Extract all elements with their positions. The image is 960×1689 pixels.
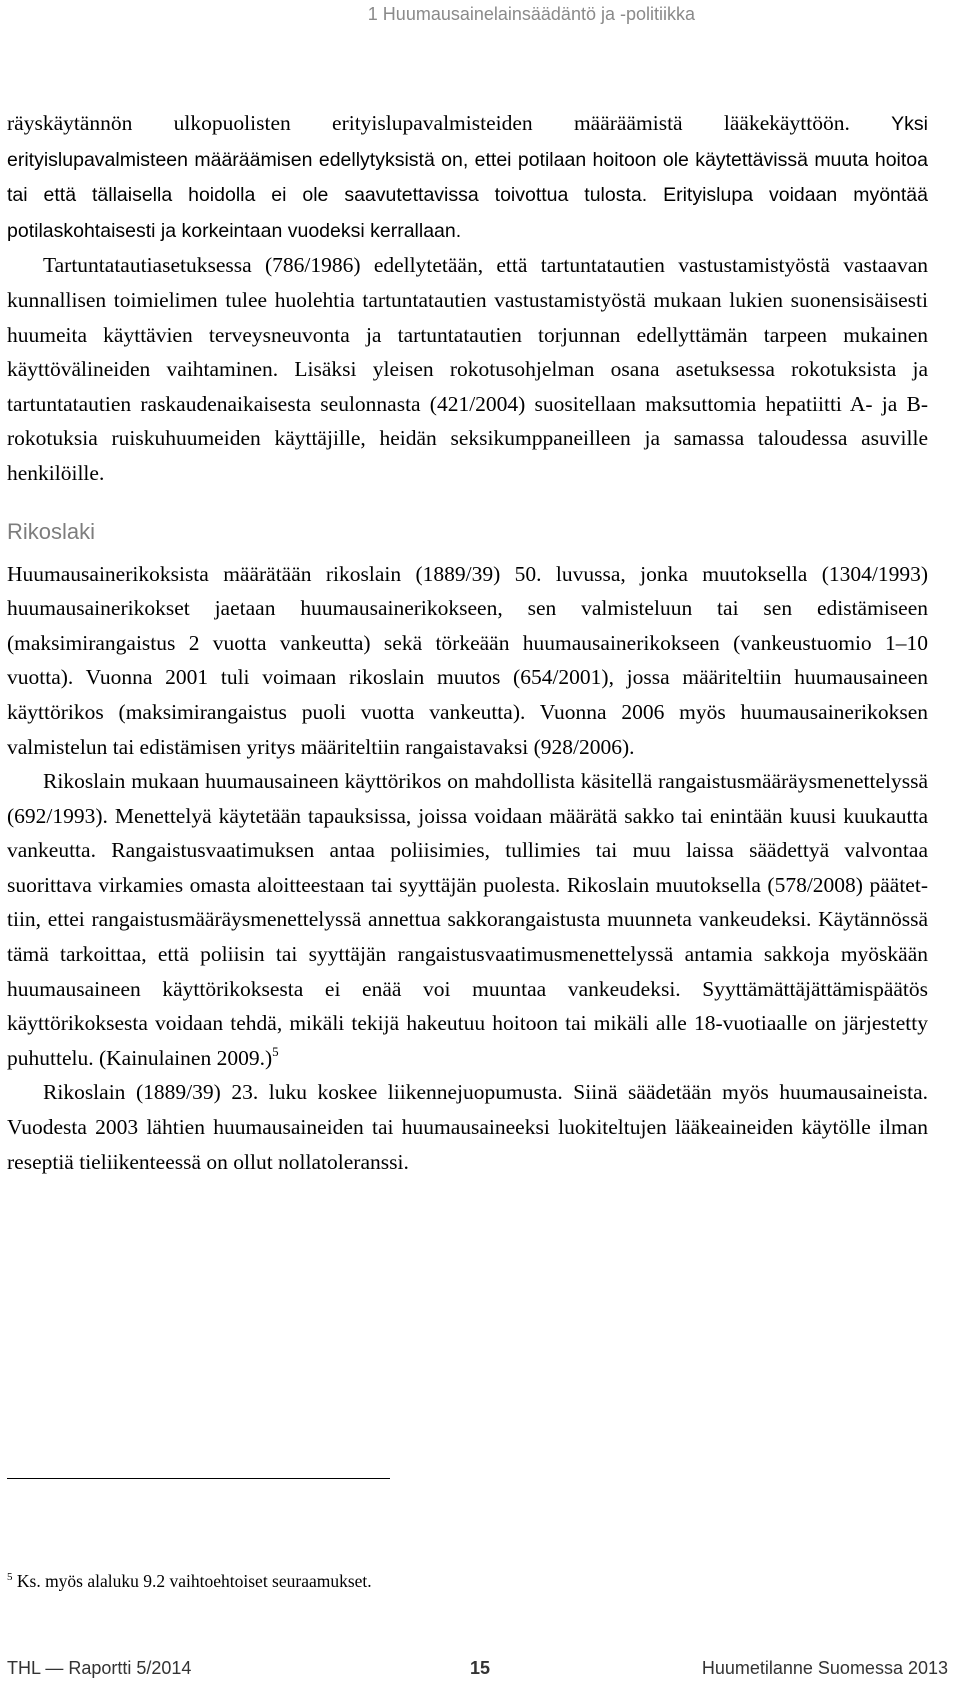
body-text xyxy=(7,106,928,1179)
footnote-reference[interactable]: 5 xyxy=(272,1043,279,1059)
footnote-text: Ks. myös alaluku 9.2 vaihtoehtoiset seuraamukset. xyxy=(12,1571,372,1591)
paragraph-4-text: Rikoslain mukaan huumausaineen käyttörikos on mahdollista käsitellä rangaistusmääräysmenettelyssä (692/1993). Menettelyä käytetään tapauksissa, joissa voidaan määrätä sakko tai enintään kuusi kuukautta vankeutta. Rangaistusvaatimuksen antaa poliisimies, tullimies tai muu laissa säädettyä valvontaa suorittava virkamies omasta aloitteestaan tai syyttäjän puolesta. Rikoslain muutoksella (578/2008) päätettiin, ettei rangaistusmääräysmenettelyssä annettua sakkorangaistusta muunneta vankeudeksi. Käytännössä tämä tarkoittaa, että poliisin tai syyttäjän rangaistusvaatimusmenettelyssä antamia sakkoja myöskään huumausaineen käyttörikoksesta ei enää voi muuntaa vankeudeksi. Syyttämättäjättämispäätös käyttörikoksesta voidaan tehdä, mikäli tekijä hakeutuu hoitoon tai mikäli alle 18-vuotiaalle on järjestetty puhuttelu. (Kainulainen 2009.) xyxy=(7,769,928,1070)
running-header: 1 Huumausainelainsäädäntö ja -politiikka xyxy=(367,4,695,24)
paragraph-1-sans-run: Yksi erityislupavalmisteen määräämisen edellytyksistä on, ettei potilaan hoitoon ole käytettävissä muuta hoitoa tai että tällaisella hoidolla ei ole saavutettavissa toivottua tulosta. Erityislupa voidaan myöntää potilaskohtaisesti ja korkeintaan vuodeksi kerrallaan. xyxy=(7,113,928,242)
footnote-divider xyxy=(7,1478,390,1479)
page-number: 15 xyxy=(470,1658,491,1678)
page-footer xyxy=(0,1658,960,1682)
paragraph-2: Tartuntatautiasetuksessa (786/1986) edellytetään, että tartuntatautien vastustamistyöstä vastaavan kunnallisen toimielimen tulee huolehtia tartuntatautien vastustamistyöstä mukaan lukien suonensisäisesti huumeita käyttävien terveysneuvonta ja tartuntatautien torjunnan edellyttämän tarpeen mukainen käyttövälineiden vaihtaminen. Lisäksi yleisen rokotusohjelman osana asetuksessa rokotuksista ja tartuntatautien raskaudenaikaisesta seulonnasta (421/2004) suositellaan maksuttomia hepatiitti A- ja B-rokotuksia ruiskuhuumeiden käyttäjille, heidän seksikumppaneilleen ja samassa taloudessa asuville henkilöille. xyxy=(7,253,928,485)
footnote xyxy=(7,1571,372,1592)
paragraph-4 xyxy=(7,764,928,1075)
footer-report-title: THL — Raportti 5/2014 xyxy=(7,1658,192,1678)
paragraph-5: Rikoslain (1889/39) 23. luku koskee liikennejuopumusta. Siinä säädetään myös huumausaineista. Vuodesta 2003 lähtien huumausaineiden tai huumausaineeksi luokiteltujen lääkeaineiden käytölle ilman reseptiä tieliikenteessä on ollut nollatoleranssi. xyxy=(7,1080,928,1174)
paragraph-1-serif-run: räyskäytännön ulkopuolisten erityislupavalmisteiden määräämistä lääkekäyttöön. xyxy=(7,111,892,135)
footer-publication-title: Huumetilanne Suomessa 2013 xyxy=(701,1658,948,1678)
paragraph-1 xyxy=(7,106,928,248)
section-heading: Rikoslaki xyxy=(7,518,96,544)
footnote-number: 5 xyxy=(7,1571,13,1583)
paragraph-3: Huumausainerikoksista määrätään rikoslain (1889/39) 50. luvussa, jonka muutoksella (1304/1993) huumausainerikokset jaetaan huumausainerikokseen, sen valmisteluun tai sen edistämiseen (maksimirangaistus 2 vuotta vankeutta) sekä törkeään huumausainerikokseen (vankeustuomio 1–10 vuotta). Vuonna 2001 tuli voimaan rikoslain muutos (654/2001), jossa määriteltiin huumausaineen käyttörikos (maksimirangaistus puoli vuotta vankeutta). Vuonna 2006 myös huumausainerikoksen valmistelun tai edistämisen yritys määriteltiin rangaistavaksi (928/2006). xyxy=(7,561,928,759)
